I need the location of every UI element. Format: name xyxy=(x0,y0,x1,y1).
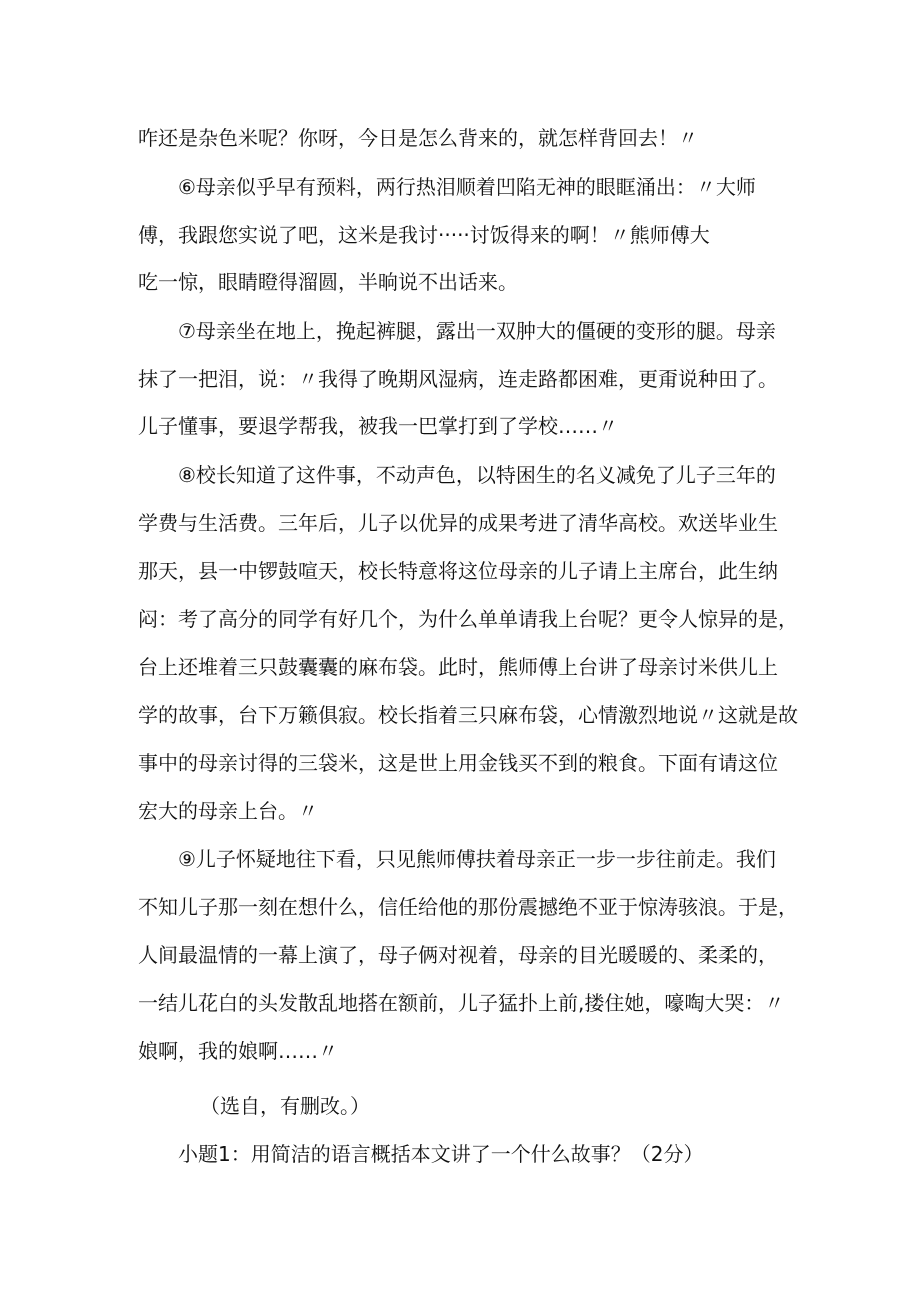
paragraph-8-line: 闷：考了高分的同学有好几个，为什么单单请我上台呢？更令人惊异的是， xyxy=(138,607,798,631)
question-1: 小题1：用简洁的语言概括本文讲了一个什么故事？（2分） xyxy=(178,1142,704,1166)
paragraph-8-line: ⑧校长知道了这件事，不动声色，以特困生的名义减免了儿子三年的 xyxy=(178,463,776,487)
paragraph-9-line: 一结儿花白的头发散乱地搭在额前，儿子猛扑上前,搂住她，嚎啕大哭：〃 xyxy=(138,991,785,1015)
paragraph-9-line: 人间最温情的一幕上演了，母子俩对视着，母亲的目光暖暖的、柔柔的， xyxy=(138,943,778,967)
paragraph-7-line: 抹了一把泪，说：〃我得了晚期风湿病，连走路都困难，更甭说种田了。 xyxy=(138,367,778,391)
paragraph-line: 咋还是杂色米呢？你呀，今日是怎么背来的，就怎样背回去！〃 xyxy=(138,126,698,150)
paragraph-9-line: 娘啊，我的娘啊……〃 xyxy=(138,1039,338,1063)
paragraph-9-line: 不知儿子那一刻在想什么，信任给他的那份震撼绝不亚于惊涛骇浪。于是， xyxy=(138,895,798,919)
paragraph-8-line: 事中的母亲讨得的三袋米，这是世上用金钱买不到的粮食。下面有请这位 xyxy=(138,751,778,775)
source-note: （选自，有删改。） xyxy=(200,1094,370,1118)
paragraph-6-line: 傅，我跟您实说了吧，这米是我讨·····讨饭得来的啊！〃熊师傅大 xyxy=(138,223,710,247)
paragraph-8-line: 学的故事，台下万籁俱寂。校长指着三只麻布袋，心情激烈地说〃这就是故 xyxy=(138,703,798,727)
paragraph-8-line: 台上还堆着三只鼓囊囊的麻布袋。此时，熊师傅上台讲了母亲讨米供儿上 xyxy=(138,655,778,679)
paragraph-8-line: 那天，县一中锣鼓喧天，校长特意将这位母亲的儿子请上主席台，此生纳 xyxy=(138,559,778,583)
paragraph-8-line: 宏大的母亲上台。〃 xyxy=(138,799,318,823)
paragraph-7-line: 儿子懂事，要退学帮我，被我一巴掌打到了学校……〃 xyxy=(138,414,618,438)
paragraph-9-line: ⑨儿子怀疑地往下看，只见熊师傅扶着母亲正一步一步往前走。我们 xyxy=(178,847,776,871)
paragraph-7-line: ⑦母亲坐在地上，挽起裤腿，露出一双肿大的僵硬的变形的腿。母亲 xyxy=(178,319,776,343)
paragraph-6-line: ⑥母亲似乎早有预料，两行热泪顺着凹陷无神的眼眶涌出：〃大师 xyxy=(178,175,756,199)
paragraph-8-line: 学费与生活费。三年后，儿子以优异的成果考进了清华高校。欢送毕业生 xyxy=(138,511,778,535)
paragraph-6-line: 吃一惊，眼睛瞪得溜圆，半晌说不出话来。 xyxy=(138,270,518,294)
